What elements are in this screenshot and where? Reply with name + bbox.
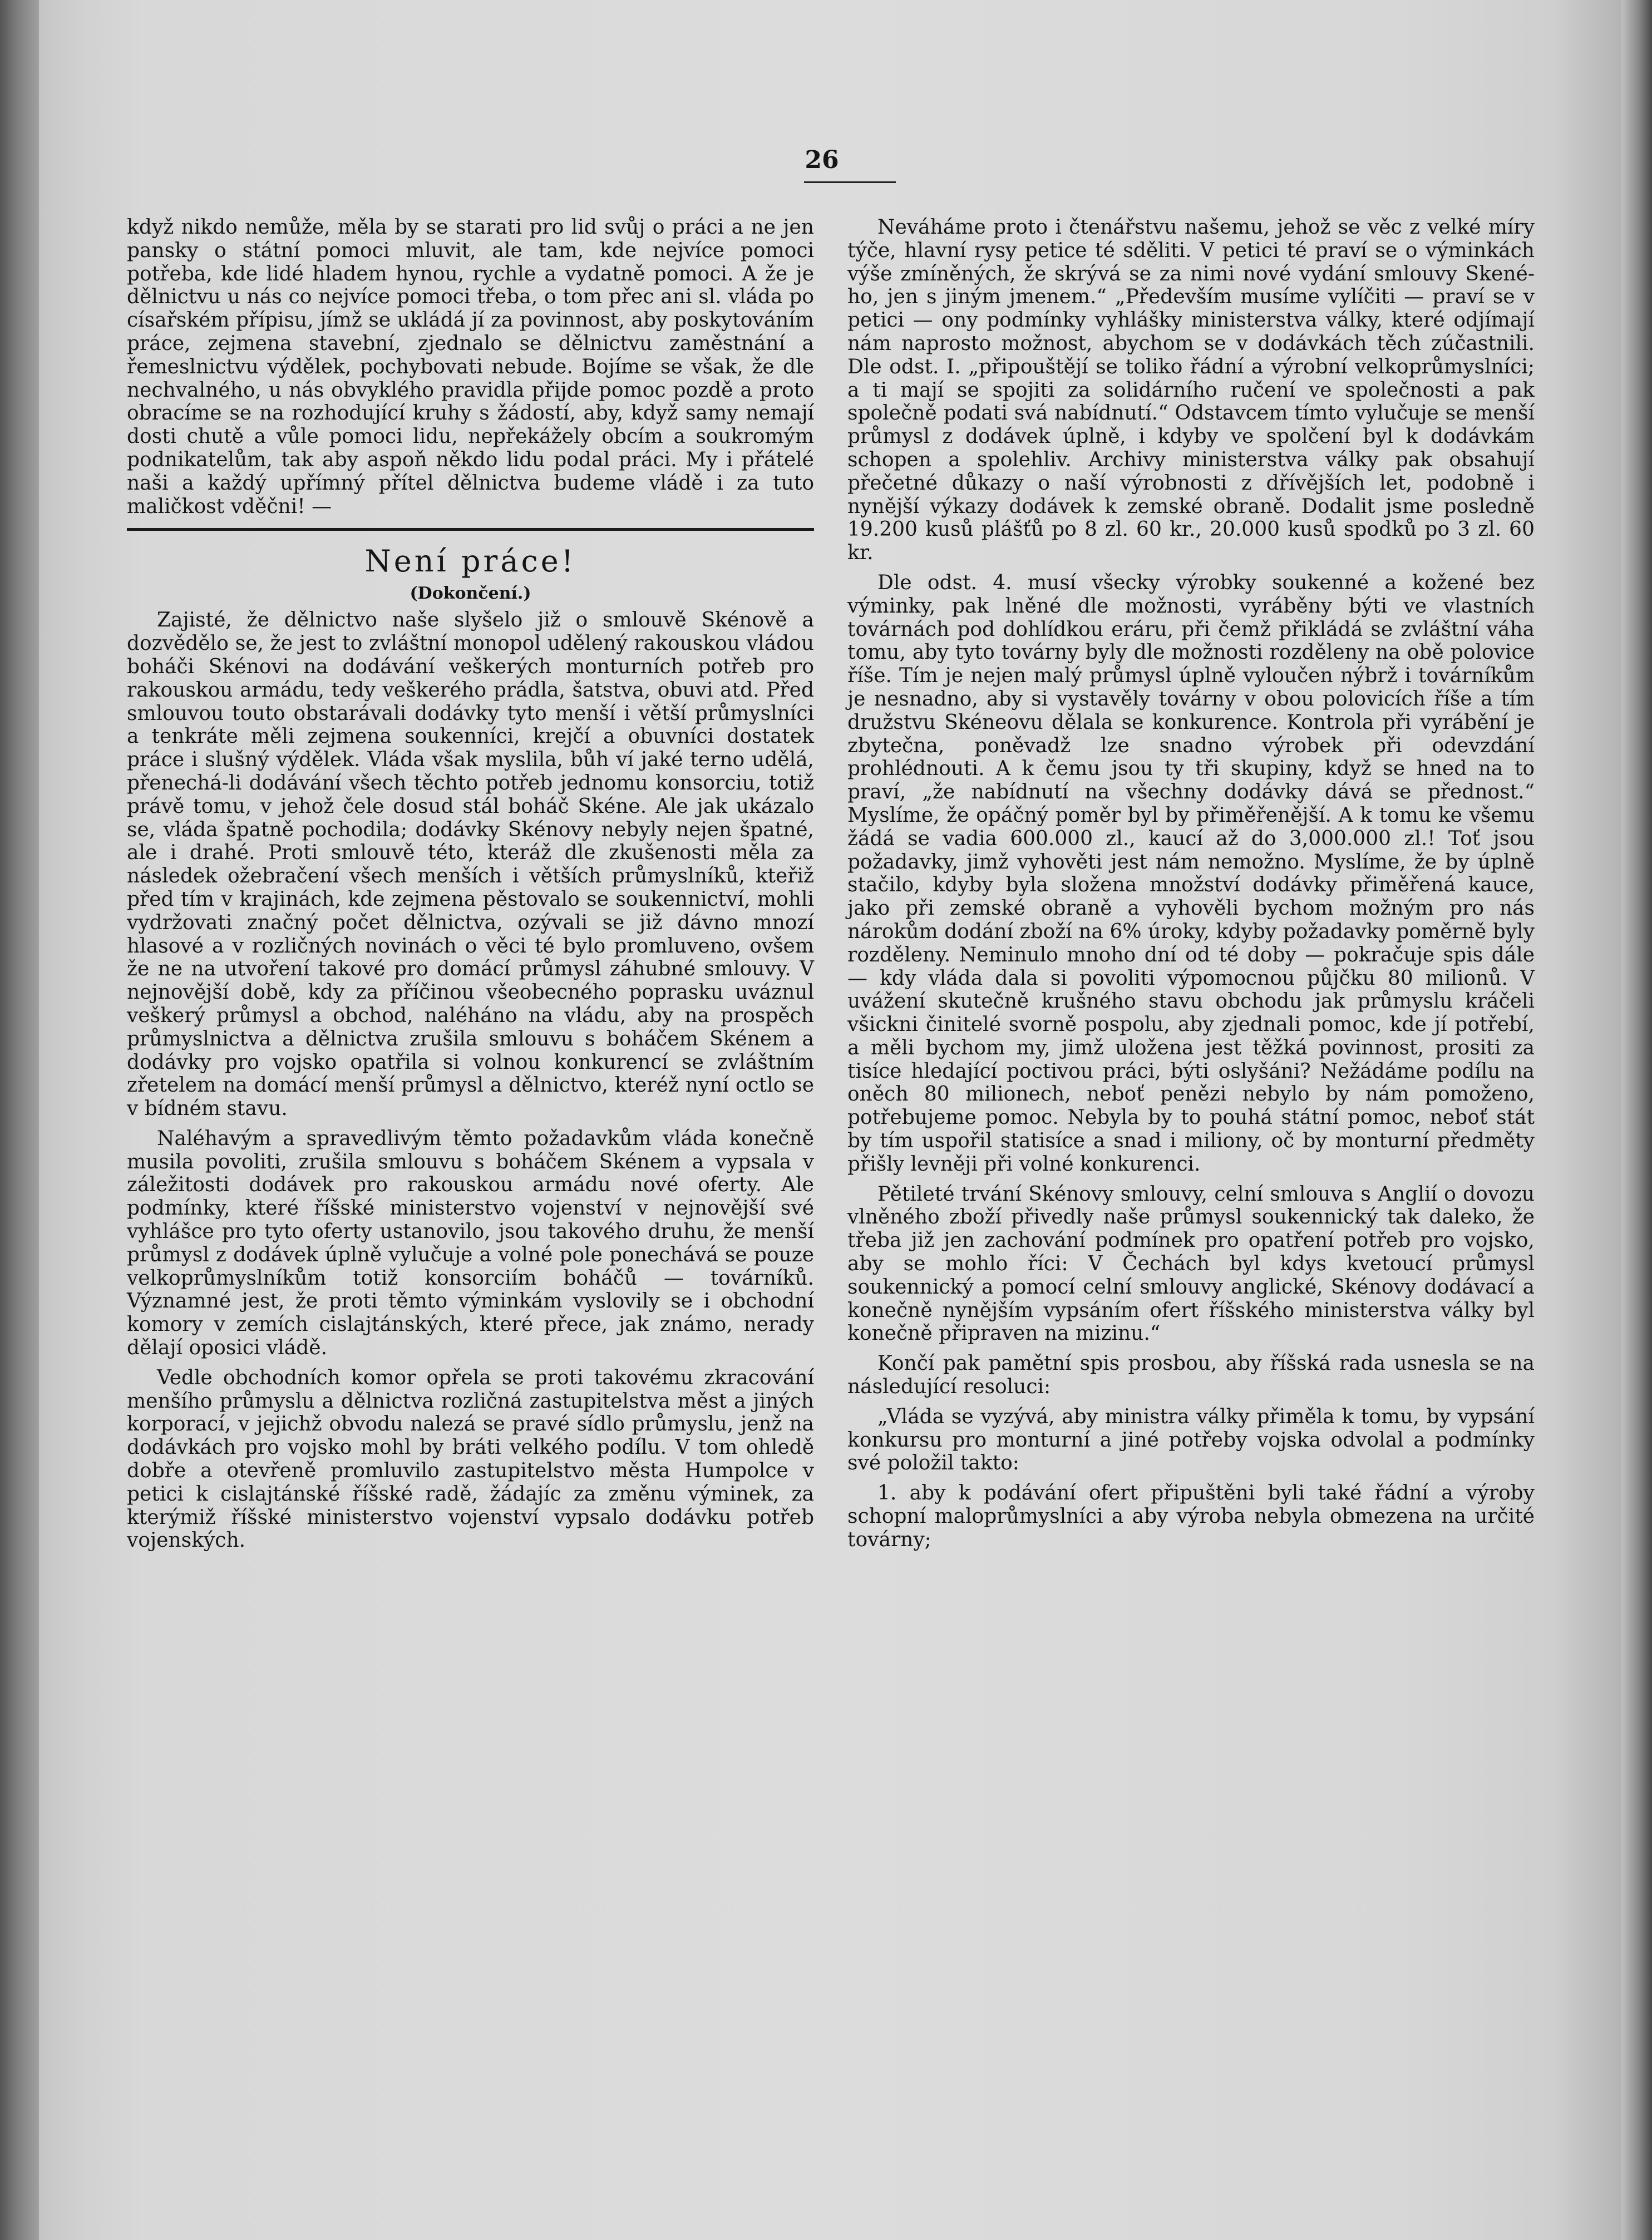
page-number: 26 bbox=[805, 146, 839, 174]
page-number-rule bbox=[804, 181, 896, 183]
resolution-paragraph: „Vláda se vyzývá, aby ministra války přiměla k tomu, by vypsání konkursu pro monturní a jiné potřeby vojska odvolal a podmínky své položil takto: bbox=[847, 1405, 1535, 1475]
opening-paragraph: když nikdo nemůže, měla by se starati pro lid svůj o práci a ne jen pansky o státní pomoci mluvit, ale tam, kde nejvíce pomoci potřeba, kde lidé hladem hynou, rychle a vydatně pomoci. A že je dělnictvu u nás co nejvíce pomoci třeba, o tom přec ani sl. vláda po císařském přípisu, jímž se ukládá jí za povinnost, aby poskytováním práce, zejmena stavební, zjednalo se dělnictvu zaměstnání a řemeslnictvu výdělek, pochybovati nebude. Bojíme se však, že dle nechvalného, u nás obvyklého pravidla přijde pomoc pozdě a proto obracíme se na rozhodující kruhy s žádostí, aby, když samy nemají dosti chutě a vůle pomoci lidu, nepřekážely obcím a soukromým podnikatelům, tak aby aspoň někdo lidu podal práci. My i přátelé naši a každý upřímný přítel dělnictva budeme vládě i za tuto maličkost vděčni! — bbox=[127, 216, 814, 518]
article-paragraph: Neváháme proto i čtenářstvu našemu, jehož se věc z velké míry týče, hlavní rysy petice té sděliti. V petici té praví se o výminkách výše zmíněných, že skrývá se za nimi nové vydání smlouvy Skené-ho, jen s jiným jmenem.“ „Především musíme vylíčiti — praví se v petici — ony podmínky vyhlášky ministerstva války, které odjímají nám naprosto možnost, abychom se v dodávkách těch zúčastnili. Dle odst. I. „připouštějí se toliko řádní a výrobní velkoprůmyslníci; a ti mají se spojiti za solidárního ručení ve společnosti a pak společně podati svá nabídnutí.“ Odstavcem tímto vylučuje se menší průmysl z dodávek úplně, i kdyby ve spolčení byl k dodávkám schopen a spolehliv. Archivy ministerstva války pak obsahují přečetné důkazy o naší výrobnosti z dřívějších let, podobně i nynější výkazy dodávek k zemské obraně. Dodalit jsme posledně 19.200 kusů plášťů po 8 zl. 60 kr., 20.000 kusů spodků po 3 zl. 60 kr. bbox=[847, 216, 1535, 565]
article-title: Není práce! bbox=[364, 544, 576, 579]
scan-right-edge bbox=[1621, 0, 1652, 2240]
scan-left-edge bbox=[0, 0, 39, 2240]
right-column bbox=[847, 216, 1535, 1552]
article-paragraph: Dle odst. 4. musí všecky výrobky soukenné a kožené bez výminky, pak lněné dle možnosti, vyráběny býti ve vlastních továrnách pod dohlídkou eráru, při čemž přikládá se zvláštní váha tomu, aby tyto továrny byly dle možnosti rozděleny na obě polovice říše. Tím je nejen malý průmysl úplně vyloučen nýbrž i továrníkům je nesnadno, aby si vystavěly továrny v obou polovicích říše a tím družstvu Skéneovu dělala se konkurence. Kontrola při vyrábění je zbytečna, poněvadž lze snadno výrobek při odevzdání prohlédnouti. A k čemu jsou ty tři skupiny, když se hned na to praví, „že nabídnutí na všechny dodávky dává se přednost.“ Myslíme, že opáčný poměr byl by přiměřenější. A k tomu ke všemu žádá se vadia 600.000 zl., kaucí až do 3,000.000 zl.! Toť jsou požadavky, jimž vyhověti jest nám nemožno. Myslíme, že by úplně stačilo, kdyby byla složena množství dodávky přiměřená kauce, jako při zemské obraně a vyhověli bychom možným pro nás nárokům dodání zboží na 6% úroky, kdyby požadavky poměrně byly rozděleny. Neminulo mnoho dní od té doby — pokračuje spis dále — kdy vláda dala si povoliti výpomocnou půjčku 80 milionů. V uvážení skutečně krušného stavu obchodu jak průmyslu kráčeli všickni činitelé svorně pospolu, aby zjednali pomoc, kde jí potřebí, a měli bychom my, jimž uložena jest těžká povinnost, prositi za tisíce hledající poctivou práci, býti oslyšáni? Nežádáme podílu na oněch 80 milionech, neboť penězi nebylo by nám pomoženo, potřebujeme pomoc. Nebyla by to pouhá státní pomoc, neboť stát by tím uspořil statisíce a snad i miliony, oč by monturní předměty přišly levněji při volné konkurenci. bbox=[847, 571, 1535, 1176]
resolution-item: 1. aby k podávání ofert připuštěni byli také řádní a výroby schopní maloprůmyslníci a aby výroba nebyla obmezena na určité továrny; bbox=[847, 1482, 1535, 1551]
article-paragraph: Zajisté, že dělnictvo naše slyšelo již o smlouvě Skénově a dozvědělo se, že jest to zvláštní monopol udělený rakouskou vládou boháči Skénovi na dodávání veškerých monturních potřeb pro rakouskou armádu, tedy veškerého prádla, šatstva, obuvi atd. Před smlouvou touto obstarávali dodávky tyto menší i větší průmyslníci a tenkráte měli zejmena soukenníci, krejčí a obuvníci dostatek práce i slušný výdělek. Vláda však myslila, bůh ví jaké terno udělá, přenechá-li dodávání všech těchto potřeb jednomu konsorciu, totiž právě tomu, v jehož čele dosud stál boháč Skéne. Ale jak ukázalo se, vláda špatně pochodila; dodávky Skénovy nebyly nejen špatné, ale i drahé. Proti smlouvě této, kteráž dle zkušenosti měla za následek ožebračení všech menších i větších průmyslníků, kteřiž před tím v krajinách, kde zejmena pěstovalo se soukennictví, mohli vydržovati značný počet dělnictva, ozývali se již dávno mnozí hlasové a v rozličných novinách o věci té bylo promluveno, ovšem že ne na utvoření takové pro domácí průmysl záhubné smlouvy. V nejnovější době, kdy za příčinou všeobecného poprasku uváznul veškerý průmysl a obchod, naléháno na vládu, aby na prospěch průmyslnictva a dělnictva zrušila smlouvu s boháčem Skénem a dodávky pro vojsko opatřila si volnou konkurencí se zvláštním zřetelem na domácí menší průmysl a dělnictvo, kteréž nyní octlo se v bídném stavu. bbox=[127, 609, 814, 1121]
article-paragraph: Končí pak pamětní spis prosbou, aby říšská rada usnesla se na následující resoluci: bbox=[847, 1352, 1535, 1399]
section-divider bbox=[127, 528, 814, 531]
left-column bbox=[127, 216, 814, 1552]
article-paragraph: Vedle obchodních komor opřela se proti takovému zkracování menšího průmyslu a dělnictva rozličná zastupitelstva měst a jiných korporací, v jejichž obvodu nalezá se pravé sídlo průmyslu, jenž na dodávkách pro vojsko mohl by bráti velkého podílu. V tom ohledě dobře a otevřeně promluvilo zastupitelstvo města Humpolce v petici k cislajtánské říšské radě, žádajíc za změnu výminek, za kterýmiž říšské ministerstvo vojenství vypsalo dodávku potřeb vojenských. bbox=[127, 1366, 814, 1552]
article-subtitle: (Dokončení.) bbox=[410, 584, 531, 604]
article-paragraph: Naléhavým a spravedlivým těmto požadavkům vláda konečně musila povoliti, zrušila smlouvu s boháčem Skénem a vypsala v záležitosti dodávek pro rakouskou armádu nové oferty. Ale podmínky, které říšské ministerstvo vojenství v nejnovější své vyhlášce pro tyto oferty ustanovilo, jsou takového druhu, že menší průmysl z dodávek úplně vylučuje a volné pole ponechává se pouze velkoprůmyslníkům totiž konsorciím boháčů — továrníků. Významné jest, že proti těmto výminkám vyslovily se i obchodní komory v zemích cislajtánských, které přece, jak známo, nerady dělají oposici vládě. bbox=[127, 1127, 814, 1360]
article-paragraph: Pětileté trvání Skénovy smlouvy, celní smlouva s Anglií o dovozu vlněného zboží přivedly naše průmysl soukennický tak daleko, že třeba již jen zachování podmínek pro opatření potřeb pro vojsko, aby se mohlo říci: V Čechách byl kdys kvetoucí průmysl soukennický a pomocí celní smlouvy anglické, Skénovy dodávací a konečně nynějším vypsáním ofert říšského ministerstva války byl konečně připraven na mizinu.“ bbox=[847, 1182, 1535, 1345]
